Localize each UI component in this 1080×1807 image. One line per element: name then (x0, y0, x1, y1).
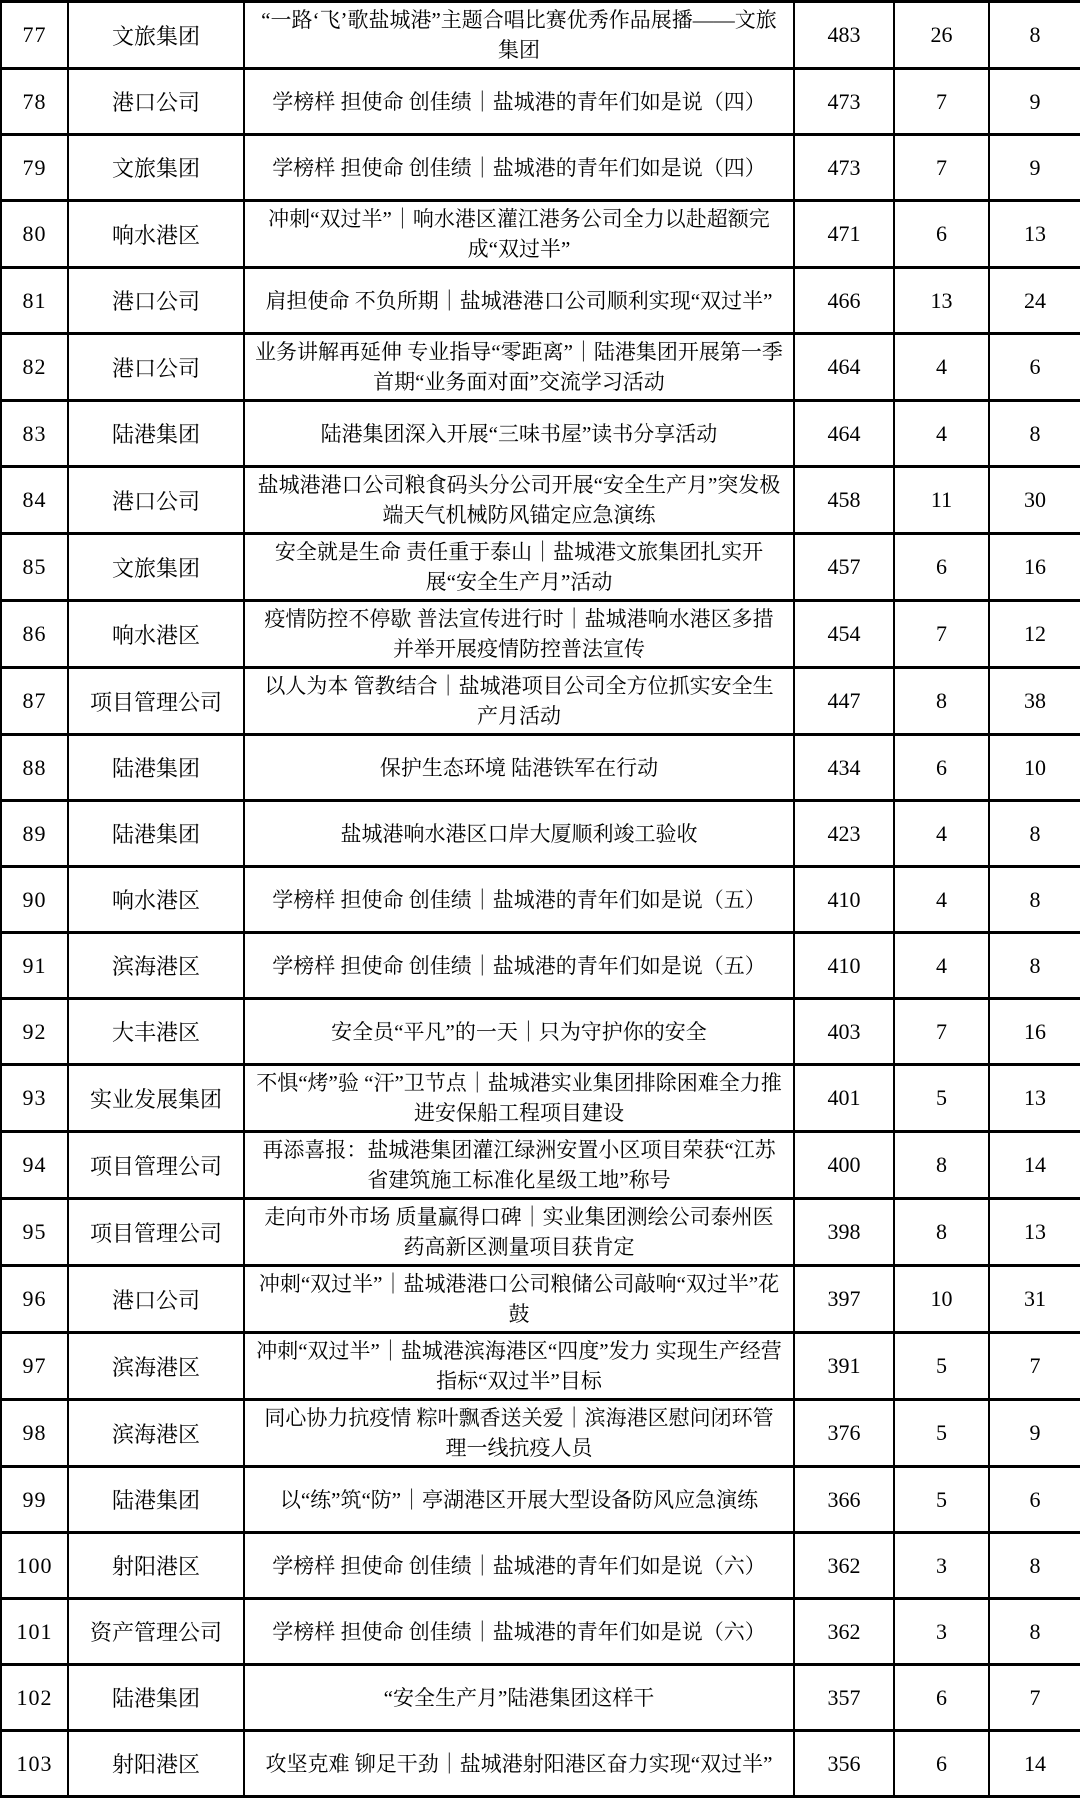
department-cell: 射阳港区 (68, 1731, 244, 1797)
reads-count-cell: 434 (794, 735, 894, 801)
watches-count-cell: 6 (989, 334, 1080, 401)
reads-count-cell: 362 (794, 1599, 894, 1665)
title-cell: 学榜样 担使命 创佳绩｜盐城港的青年们如是说（六） (244, 1599, 794, 1665)
department-cell: 项目管理公司 (68, 1132, 244, 1199)
department-cell: 响水港区 (68, 201, 244, 268)
table-row (1, 1132, 1080, 1199)
index-cell: 88 (1, 735, 68, 801)
likes-count-cell: 5 (894, 1333, 989, 1400)
index-cell: 96 (1, 1266, 68, 1333)
department-cell: 港口公司 (68, 467, 244, 534)
index-cell: 90 (1, 867, 68, 933)
watches-count-cell: 13 (989, 201, 1080, 268)
table-row (1, 69, 1080, 135)
title-cell: 学榜样 担使命 创佳绩｜盐城港的青年们如是说（六） (244, 1533, 794, 1599)
index-cell: 99 (1, 1467, 68, 1533)
index-cell: 87 (1, 668, 68, 735)
title-cell: 学榜样 担使命 创佳绩｜盐城港的青年们如是说（五） (244, 867, 794, 933)
likes-count-cell: 4 (894, 401, 989, 467)
title-cell: 安全员“平凡”的一天｜只为守护你的安全 (244, 999, 794, 1065)
department-cell: 港口公司 (68, 1266, 244, 1333)
title-cell: 安全就是生命 责任重于泰山｜盐城港文旅集团扎实开展“安全生产月”活动 (244, 534, 794, 601)
reads-count-cell: 397 (794, 1266, 894, 1333)
watches-count-cell: 6 (989, 1467, 1080, 1533)
department-cell: 港口公司 (68, 268, 244, 334)
likes-count-cell: 8 (894, 1132, 989, 1199)
department-cell: 滨海港区 (68, 933, 244, 999)
title-cell: 攻坚克难 铆足干劲｜盐城港射阳港区奋力实现“双过半” (244, 1731, 794, 1797)
department-cell: 陆港集团 (68, 401, 244, 467)
table-row (1, 1467, 1080, 1533)
department-cell: 港口公司 (68, 334, 244, 401)
department-cell: 文旅集团 (68, 135, 244, 201)
likes-count-cell: 6 (894, 1731, 989, 1797)
department-cell: 响水港区 (68, 601, 244, 668)
index-cell: 92 (1, 999, 68, 1065)
index-cell: 103 (1, 1731, 68, 1797)
table-row (1, 2, 1080, 69)
index-cell: 82 (1, 334, 68, 401)
title-cell: 陆港集团深入开展“三味书屋”读书分享活动 (244, 401, 794, 467)
title-cell: 保护生态环境 陆港铁军在行动 (244, 735, 794, 801)
watches-count-cell: 8 (989, 2, 1080, 69)
reads-count-cell: 423 (794, 801, 894, 867)
index-cell: 100 (1, 1533, 68, 1599)
index-cell: 102 (1, 1665, 68, 1731)
reads-count-cell: 403 (794, 999, 894, 1065)
likes-count-cell: 10 (894, 1266, 989, 1333)
reads-count-cell: 457 (794, 534, 894, 601)
table-row (1, 1533, 1080, 1599)
likes-count-cell: 7 (894, 135, 989, 201)
title-cell: 肩担使命 不负所期｜盐城港港口公司顺利实现“双过半” (244, 268, 794, 334)
likes-count-cell: 6 (894, 201, 989, 268)
title-cell: 盐城港响水港区口岸大厦顺利竣工验收 (244, 801, 794, 867)
reads-count-cell: 391 (794, 1333, 894, 1400)
reads-count-cell: 410 (794, 933, 894, 999)
table-row (1, 268, 1080, 334)
likes-count-cell: 5 (894, 1065, 989, 1132)
reads-count-cell: 362 (794, 1533, 894, 1599)
department-cell: 陆港集团 (68, 801, 244, 867)
table-row (1, 1665, 1080, 1731)
department-cell: 滨海港区 (68, 1400, 244, 1467)
reads-count-cell: 483 (794, 2, 894, 69)
watches-count-cell: 8 (989, 1599, 1080, 1665)
reads-count-cell: 401 (794, 1065, 894, 1132)
department-cell: 资产管理公司 (68, 1599, 244, 1665)
title-cell: 走向市外市场 质量赢得口碑｜实业集团测绘公司泰州医药高新区测量项目获肯定 (244, 1199, 794, 1266)
title-cell: 学榜样 担使命 创佳绩｜盐城港的青年们如是说（四） (244, 135, 794, 201)
likes-count-cell: 8 (894, 1199, 989, 1266)
likes-count-cell: 26 (894, 2, 989, 69)
department-cell: 大丰港区 (68, 999, 244, 1065)
reads-count-cell: 400 (794, 1132, 894, 1199)
likes-count-cell: 4 (894, 867, 989, 933)
department-cell: 陆港集团 (68, 735, 244, 801)
table-row (1, 401, 1080, 467)
likes-count-cell: 7 (894, 999, 989, 1065)
table-row (1, 668, 1080, 735)
reads-count-cell: 357 (794, 1665, 894, 1731)
table-row (1, 135, 1080, 201)
title-cell: “一路‘飞’歌盐城港”主题合唱比赛优秀作品展播——文旅集团 (244, 2, 794, 69)
watches-count-cell: 14 (989, 1132, 1080, 1199)
index-cell: 80 (1, 201, 68, 268)
watches-count-cell: 24 (989, 268, 1080, 334)
table-row (1, 1731, 1080, 1797)
reads-count-cell: 464 (794, 334, 894, 401)
table-row (1, 1400, 1080, 1467)
index-cell: 93 (1, 1065, 68, 1132)
department-cell: 陆港集团 (68, 1467, 244, 1533)
watches-count-cell: 7 (989, 1665, 1080, 1731)
title-cell: 再添喜报：盐城港集团灌江绿洲安置小区项目荣获“江苏省建筑施工标准化星级工地”称号 (244, 1132, 794, 1199)
title-cell: 冲刺“双过半”｜盐城港港口公司粮储公司敲响“双过半”花鼓 (244, 1266, 794, 1333)
title-cell: 盐城港港口公司粮食码头分公司开展“安全生产月”突发极端天气机械防风锚定应急演练 (244, 467, 794, 534)
reads-count-cell: 471 (794, 201, 894, 268)
department-cell: 陆港集团 (68, 1665, 244, 1731)
table-row (1, 867, 1080, 933)
table-row (1, 999, 1080, 1065)
likes-count-cell: 7 (894, 69, 989, 135)
watches-count-cell: 7 (989, 1333, 1080, 1400)
table-row (1, 201, 1080, 268)
department-cell: 港口公司 (68, 69, 244, 135)
reads-count-cell: 454 (794, 601, 894, 668)
likes-count-cell: 7 (894, 601, 989, 668)
index-cell: 79 (1, 135, 68, 201)
index-cell: 83 (1, 401, 68, 467)
index-cell: 91 (1, 933, 68, 999)
index-cell: 81 (1, 268, 68, 334)
table-row (1, 1065, 1080, 1132)
index-cell: 86 (1, 601, 68, 668)
watches-count-cell: 10 (989, 735, 1080, 801)
reads-count-cell: 376 (794, 1400, 894, 1467)
reads-count-cell: 410 (794, 867, 894, 933)
table-row (1, 1266, 1080, 1333)
index-cell: 77 (1, 2, 68, 69)
likes-count-cell: 11 (894, 467, 989, 534)
reads-count-cell: 473 (794, 69, 894, 135)
index-cell: 94 (1, 1132, 68, 1199)
department-cell: 文旅集团 (68, 2, 244, 69)
department-cell: 实业发展集团 (68, 1065, 244, 1132)
table-row (1, 601, 1080, 668)
watches-count-cell: 13 (989, 1065, 1080, 1132)
likes-count-cell: 5 (894, 1400, 989, 1467)
likes-count-cell: 6 (894, 1665, 989, 1731)
title-cell: 业务讲解再延伸 专业指导“零距离”｜陆港集团开展第一季首期“业务面对面”交流学习活动 (244, 334, 794, 401)
watches-count-cell: 8 (989, 867, 1080, 933)
table-row (1, 1599, 1080, 1665)
reads-count-cell: 464 (794, 401, 894, 467)
watches-count-cell: 12 (989, 601, 1080, 668)
title-cell: 疫情防控不停歇 普法宣传进行时｜盐城港响水港区多措并举开展疫情防控普法宣传 (244, 601, 794, 668)
watches-count-cell: 9 (989, 69, 1080, 135)
index-cell: 84 (1, 467, 68, 534)
watches-count-cell: 31 (989, 1266, 1080, 1333)
likes-count-cell: 4 (894, 334, 989, 401)
reads-count-cell: 366 (794, 1467, 894, 1533)
table-body (1, 2, 1080, 1797)
title-cell: 冲刺“双过半”｜盐城港滨海港区“四度”发力 实现生产经营指标“双过半”目标 (244, 1333, 794, 1400)
watches-count-cell: 13 (989, 1199, 1080, 1266)
table-row (1, 735, 1080, 801)
index-cell: 85 (1, 534, 68, 601)
title-cell: “安全生产月”陆港集团这样干 (244, 1665, 794, 1731)
reads-count-cell: 398 (794, 1199, 894, 1266)
index-cell: 78 (1, 69, 68, 135)
index-cell: 89 (1, 801, 68, 867)
likes-count-cell: 3 (894, 1533, 989, 1599)
likes-count-cell: 3 (894, 1599, 989, 1665)
watches-count-cell: 8 (989, 801, 1080, 867)
table-row (1, 1333, 1080, 1400)
department-cell: 项目管理公司 (68, 668, 244, 735)
table-row (1, 467, 1080, 534)
table-row (1, 933, 1080, 999)
department-cell: 文旅集团 (68, 534, 244, 601)
watches-count-cell: 14 (989, 1731, 1080, 1797)
likes-count-cell: 13 (894, 268, 989, 334)
department-cell: 项目管理公司 (68, 1199, 244, 1266)
table-row (1, 534, 1080, 601)
watches-count-cell: 8 (989, 933, 1080, 999)
table-row (1, 334, 1080, 401)
department-cell: 响水港区 (68, 867, 244, 933)
watches-count-cell: 38 (989, 668, 1080, 735)
watches-count-cell: 8 (989, 1533, 1080, 1599)
table-row (1, 801, 1080, 867)
watches-count-cell: 16 (989, 999, 1080, 1065)
title-cell: 不惧“烤”验 “汗”卫节点｜盐城港实业集团排除困难全力推进安保船工程项目建设 (244, 1065, 794, 1132)
title-cell: 学榜样 担使命 创佳绩｜盐城港的青年们如是说（四） (244, 69, 794, 135)
title-cell: 以人为本 管教结合｜盐城港项目公司全方位抓实安全生产月活动 (244, 668, 794, 735)
likes-count-cell: 5 (894, 1467, 989, 1533)
index-cell: 98 (1, 1400, 68, 1467)
reads-count-cell: 466 (794, 268, 894, 334)
index-cell: 95 (1, 1199, 68, 1266)
reads-count-cell: 473 (794, 135, 894, 201)
watches-count-cell: 9 (989, 1400, 1080, 1467)
title-cell: 以“练”筑“防”｜亭湖港区开展大型设备防风应急演练 (244, 1467, 794, 1533)
watches-count-cell: 16 (989, 534, 1080, 601)
watches-count-cell: 30 (989, 467, 1080, 534)
index-cell: 101 (1, 1599, 68, 1665)
watches-count-cell: 9 (989, 135, 1080, 201)
table-row (1, 1199, 1080, 1266)
likes-count-cell: 6 (894, 534, 989, 601)
watches-count-cell: 8 (989, 401, 1080, 467)
reads-count-cell: 458 (794, 467, 894, 534)
department-cell: 滨海港区 (68, 1333, 244, 1400)
likes-count-cell: 4 (894, 801, 989, 867)
title-cell: 同心协力抗疫情 粽叶飘香送关爱｜滨海港区慰问闭环管理一线抗疫人员 (244, 1400, 794, 1467)
title-cell: 学榜样 担使命 创佳绩｜盐城港的青年们如是说（五） (244, 933, 794, 999)
reads-count-cell: 447 (794, 668, 894, 735)
title-cell: 冲刺“双过半”｜响水港区灌江港务公司全力以赴超额完成“双过半” (244, 201, 794, 268)
index-cell: 97 (1, 1333, 68, 1400)
reads-count-cell: 356 (794, 1731, 894, 1797)
likes-count-cell: 4 (894, 933, 989, 999)
likes-count-cell: 6 (894, 735, 989, 801)
department-cell: 射阳港区 (68, 1533, 244, 1599)
likes-count-cell: 8 (894, 668, 989, 735)
